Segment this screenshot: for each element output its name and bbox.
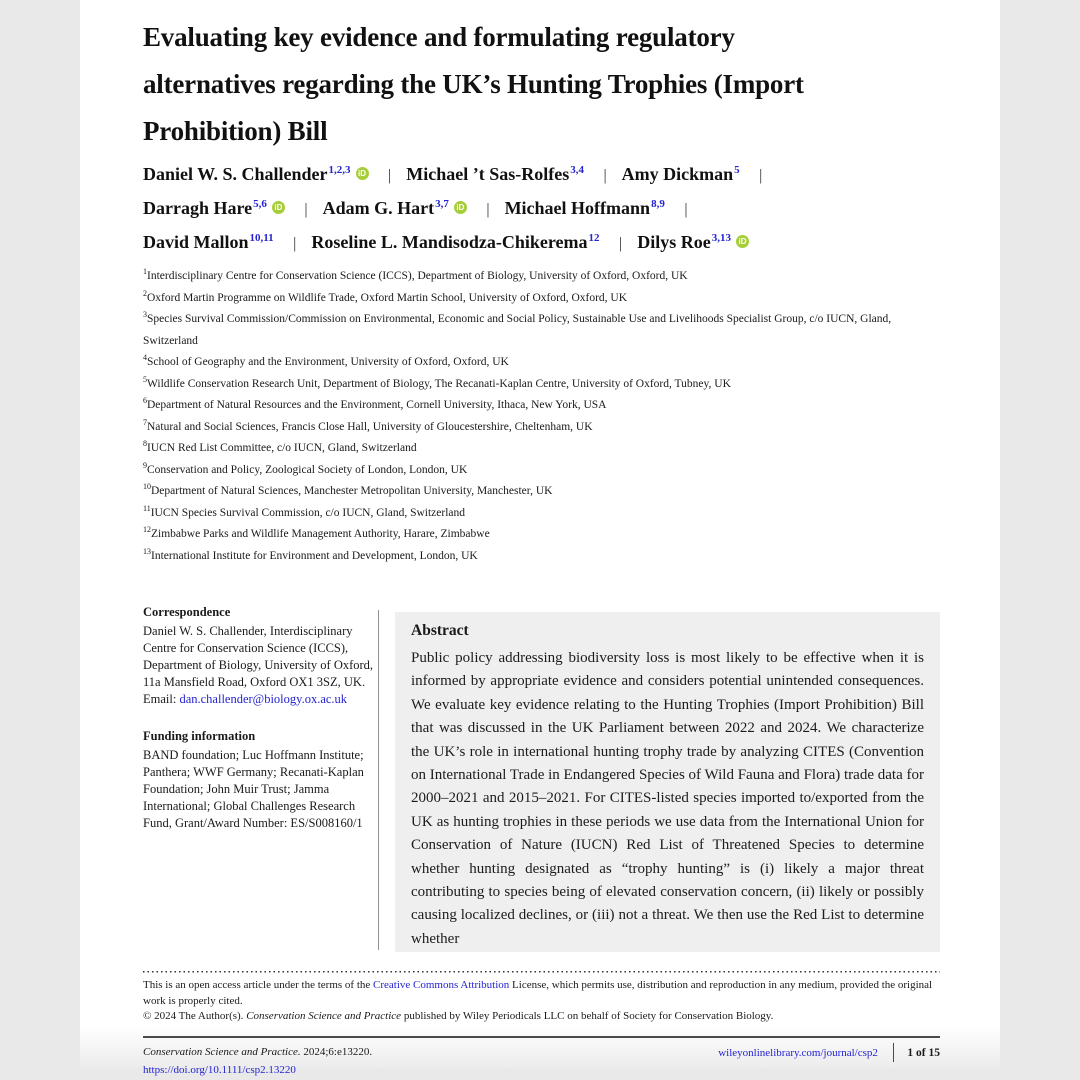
- email-label: Email:: [143, 692, 180, 706]
- affiliation-list: [143, 266, 943, 567]
- left-column: [143, 604, 378, 832]
- orcid-icon[interactable]: iD: [356, 167, 369, 180]
- affiliation-text: Species Survival Commission/Commission on Environmental, Economic and Social Policy, Sustainable Use and Livelihoods Specialist Group, c/o IUCN, Gland, Switzerland: [143, 313, 892, 347]
- affiliation-number: 8: [143, 439, 147, 449]
- affiliation-text: Department of Natural Sciences, Manchester Metropolitan University, Manchester, UK: [151, 485, 553, 497]
- journal-url-link[interactable]: wileyonlinelibrary.com/journal/csp2: [718, 1047, 878, 1059]
- author-separator: |: [486, 201, 490, 218]
- affiliation-number: 9: [143, 460, 147, 470]
- affiliation: [143, 395, 943, 417]
- author: [505, 198, 665, 218]
- funding-heading: Funding information: [143, 729, 256, 743]
- email-link[interactable]: dan.challender@biology.ox.ac.uk: [179, 692, 348, 706]
- affiliation-text: Interdisciplinary Centre for Conservation Science (ICCS), Department of Biology, University of Oxford, Oxford, UK: [147, 270, 688, 282]
- copyright-text-post: published by Wiley Periodicals LLC on behalf of Society for Conservation Biology.: [401, 1010, 774, 1022]
- footer-rule: [143, 1036, 940, 1038]
- author-affiliation-numbers: 5,6: [253, 198, 267, 210]
- author-separator: |: [293, 235, 297, 252]
- author-name: David Mallon: [143, 232, 249, 252]
- author-affiliation-numbers: 12: [588, 232, 600, 244]
- affiliation-number: 1: [143, 267, 147, 277]
- abstract-box: [395, 612, 940, 952]
- author-affiliation-numbers: 3,7: [435, 198, 449, 210]
- affiliation-number: 6: [143, 396, 147, 406]
- author-separator: |: [759, 167, 763, 184]
- author-name: Michael Hoffmann: [504, 198, 651, 218]
- author: [143, 232, 274, 252]
- author-name: Roseline L. Mandisodza-Chikerema: [311, 232, 588, 252]
- orcid-icon[interactable]: iD: [272, 201, 285, 214]
- abstract-text: Public policy addressing biodiversity loss is most likely to be effective when it is informed by appropriate evidence and considers potential unintended consequences. We evaluate key evidence relating to the Hunting Trophies (Import Prohibition) Bill that was discussed in the UK Parliament between 2022 and 2024. We characterize the UK’s role in international hunting trophy trade by analyzing CITES (Convention on International Trade in Endangered Species of Wild Fauna and Flora) trade data for 2000–2021 and 2015–2021. For CITES-listed species imported to/exported from the UK as hunting trophies in these periods we use data from the International Union for Conservation of Nature (IUCN) Red List of Threatened Species to determine whether hunting designated as “trophy hunting” is (i) likely a major threat contributing to species being of elevated conservation concern, (ii) likely or possibly causing localized declines, or (iii) not a threat. We then use the Red List to determine whether: [411, 650, 924, 947]
- affiliation-text: Zimbabwe Parks and Wildlife Management Authority, Harare, Zimbabwe: [151, 528, 490, 540]
- author-name: Darragh Hare: [143, 198, 253, 218]
- author-name: Dilys Roe: [637, 232, 711, 252]
- author-affiliation-numbers: 5: [734, 164, 740, 176]
- author-list: [143, 158, 943, 260]
- affiliation-number: 4: [143, 353, 147, 363]
- correspondence-section: [143, 604, 378, 708]
- affiliation-text: Department of Natural Resources and the Environment, Cornell University, Ithaca, New York, USA: [147, 399, 607, 411]
- affiliation: [143, 266, 943, 288]
- column-divider-line: [378, 610, 379, 950]
- author-separator: |: [388, 167, 392, 184]
- funding-section: [143, 728, 378, 832]
- open-access-text-pre: This is an open access article under the terms of the: [143, 979, 374, 991]
- affiliation-text: Oxford Martin Programme on Wildlife Trade, Oxford Martin School, University of Oxford, Oxford, UK: [147, 291, 628, 304]
- author-affiliation-numbers: 1,2,3: [328, 164, 351, 176]
- affiliation-number: 10: [143, 482, 151, 492]
- affiliation: [143, 438, 943, 460]
- affiliation-text: Wildlife Conservation Research Unit, Department of Biology, The Recanati-Kaplan Centre, University of Oxford, Tubney, UK: [147, 377, 731, 390]
- affiliation-number: 13: [143, 546, 151, 556]
- affiliation: [143, 374, 943, 396]
- author-separator: |: [304, 201, 308, 218]
- article-title: Evaluating key evidence and formulating regulatory alternatives regarding the UK’s Hunting Trophies (Import Prohibition) Bill: [143, 22, 804, 146]
- copyright-note: [143, 1009, 943, 1025]
- affiliation-text: International Institute for Environment and Development, London, UK: [151, 549, 478, 562]
- author: [622, 164, 740, 184]
- correspondence-text: Daniel W. S. Challender, Interdisciplinary Centre for Conservation Science (ICCS), Department of Biology, University of Oxford, 11a Mansfield Road, Oxford OX1 3SZ, UK.: [143, 624, 374, 689]
- affiliation-text: IUCN Red List Committee, c/o IUCN, Gland, Switzerland: [147, 442, 417, 454]
- affiliation: [143, 503, 943, 525]
- abstract-heading: Abstract: [411, 622, 469, 639]
- affiliation: [143, 460, 943, 482]
- author-name: Michael ’t Sas-Rolfes: [406, 164, 570, 184]
- affiliation-text: Natural and Social Sciences, Francis Close Hall, University of Gloucestershire, Cheltenham, UK: [147, 420, 593, 433]
- author: [143, 198, 285, 218]
- author-affiliation-numbers: 10,11: [249, 232, 274, 244]
- affiliation: [143, 417, 943, 439]
- author-affiliation-numbers: 3,4: [570, 164, 584, 176]
- affiliation: [143, 352, 943, 374]
- doi-link[interactable]: https://doi.org/10.1111/csp2.13220: [143, 1064, 296, 1076]
- affiliation-number: 2: [143, 288, 147, 298]
- author-separator: |: [603, 167, 607, 184]
- affiliation: [143, 481, 943, 503]
- cc-license-link[interactable]: Creative Commons Attribution: [373, 979, 510, 991]
- footer-divider-bar: [893, 1043, 895, 1062]
- correspondence-heading: Correspondence: [143, 605, 231, 619]
- footer-citation-text: 2024;6:e13220.: [300, 1046, 373, 1058]
- copyright-text-pre: © 2024 The Author(s).: [143, 1010, 247, 1022]
- copyright-journal-name: Conservation Science and Practice: [246, 1010, 402, 1022]
- funding-text: BAND foundation; Luc Hoffmann Institute; Panthera; WWF Germany; Recanati-Kaplan Foundation; John Muir Trust; Jamma International; Global Challenges Research Fund, Grant/Award Number: ES/S008160/1: [143, 748, 364, 830]
- open-access-text-post: License, which permits use, distribution and reproduction in any medium, provided the original work is properly cited.: [143, 979, 933, 1007]
- affiliation-number: 5: [143, 374, 147, 384]
- author: [143, 164, 369, 184]
- author-name: Adam G. Hart: [322, 198, 435, 218]
- open-access-note: [143, 978, 943, 1009]
- affiliation-number: 7: [143, 417, 147, 427]
- affiliation-number: 3: [143, 310, 147, 320]
- author-separator: |: [684, 201, 688, 218]
- orcid-icon[interactable]: iD: [454, 201, 467, 214]
- affiliation-text: IUCN Species Survival Commission, c/o IUCN, Gland, Switzerland: [150, 506, 466, 519]
- affiliation-text: Conservation and Policy, Zoological Society of London, London, UK: [147, 463, 468, 476]
- author: [311, 232, 599, 252]
- affiliation: [143, 288, 943, 310]
- author-affiliation-numbers: 3,13: [711, 232, 731, 244]
- author: [323, 198, 467, 218]
- correspondence-email-line: [143, 691, 378, 708]
- footer-doi-line: [143, 1061, 643, 1079]
- author: [637, 232, 749, 252]
- affiliation-text: School of Geography and the Environment, University of Oxford, Oxford, UK: [147, 356, 509, 368]
- orcid-icon[interactable]: iD: [736, 235, 749, 248]
- page-number: 1 of 15: [907, 1047, 940, 1059]
- author-name: Daniel W. S. Challender: [143, 164, 328, 184]
- author: [406, 164, 584, 184]
- affiliation: [143, 546, 943, 568]
- dotted-separator: [143, 971, 940, 973]
- affiliation: [143, 309, 943, 352]
- author-separator: |: [619, 235, 623, 252]
- affiliation: [143, 524, 943, 546]
- affiliation-number: 11: [143, 503, 151, 513]
- author-affiliation-numbers: 8,9: [651, 198, 665, 210]
- affiliation-number: 12: [143, 525, 151, 535]
- footer-links-block: [143, 1043, 940, 1062]
- footer-journal-name: Conservation Science and Practice.: [143, 1046, 301, 1058]
- article-first-page: [80, 0, 1000, 1076]
- author-name: Amy Dickman: [621, 164, 734, 184]
